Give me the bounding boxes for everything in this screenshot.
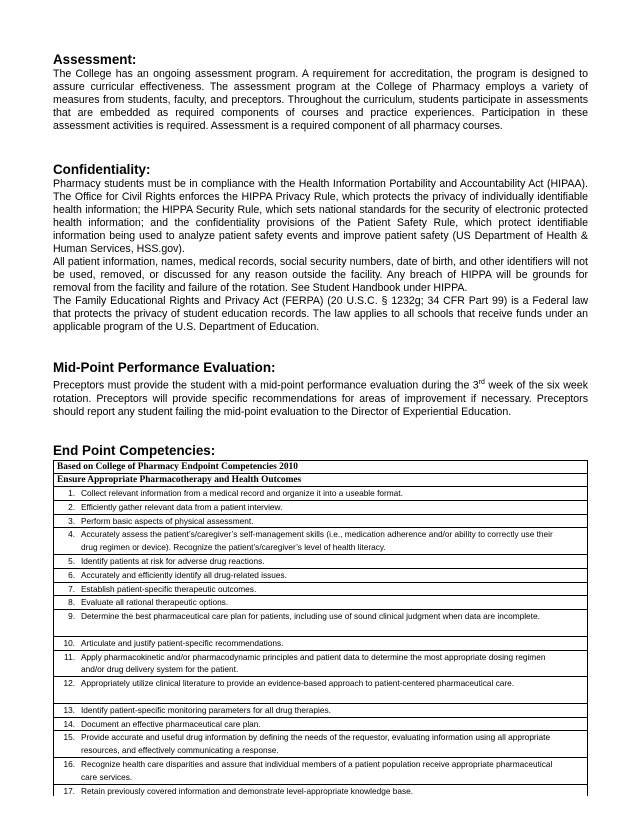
item-text: Retain previously covered information and demonstrate level-appropriate knowledge base. bbox=[81, 785, 414, 796]
item-text: Accurately assess the patient’s/caregiver’s self-management skills (i.e., medication adherence and/or ability to correctly use their drug regimen or device). Recognize the patient’s/caregiver’s level of health literacy. bbox=[81, 529, 553, 552]
confidentiality-paragraph: All patient information, names, medical records, social security numbers, date of birth, and other identifiers will not be used, removed, or discussed for any reason outside the facility. Any breach of HIPPA will be grounds for removal from the facility and failure of the rotation. See Student Handbook under HIPPA. bbox=[53, 256, 588, 294]
table-subheading: Ensure Appropriate Pharmacotherapy and Health Outcomes bbox=[54, 474, 588, 487]
table-row bbox=[54, 487, 588, 501]
item-text: Collect relevant information from a medical record and organize it into a useable format. bbox=[81, 488, 403, 498]
endpoint-heading: End Point Competencies: bbox=[53, 443, 216, 458]
item-text: Articulate and justify patient-specific recommendations. bbox=[81, 637, 284, 648]
confidentiality-heading: Confidentiality: bbox=[53, 162, 151, 177]
item-number: 6. bbox=[68, 569, 75, 580]
item-number: 5. bbox=[68, 555, 75, 566]
ordinal-superscript: rd bbox=[478, 379, 485, 386]
item-text: Determine the best pharmaceutical care plan for patients, including use of sound clinical judgment when data are incomplete. bbox=[81, 611, 540, 622]
table-row bbox=[54, 731, 588, 758]
midpoint-section bbox=[53, 360, 588, 419]
confidentiality-paragraph: Pharmacy students must be in compliance with the Health Information Portability and Accountability Act (HIPAA). The Office for Civil Rights enforces the HIPPA Privacy Rule, which protects the privacy of individually identifiable health information; the HIPPA Security Rule, which sets national standards for the security of electronic protected health information; and the confidentiality provisions of the Patient Safety Rule, which protect identifiable information being used to analyze patient safety events and improve patient safety (US Department of Health & Human Services, HSS.gov). bbox=[53, 178, 588, 255]
assessment-paragraph: The College has an ongoing assessment program. A requirement for accreditation, the program is designed to assure curricular effectiveness. The assessment program at the College of Pharmacy employs a variety of measures from students, faculty, and preceptors. Throughout the curriculum, students participate in assessments that are embedded as required components of courses and practice experiences. Participation in these assessment activities is required. Assessment is a required component of all pharmacy courses. bbox=[53, 68, 588, 132]
item-text: Perform basic aspects of physical assessment. bbox=[81, 515, 254, 526]
assessment-heading: Assessment: bbox=[53, 52, 137, 67]
item-number: 16. bbox=[63, 758, 75, 769]
item-number: 8. bbox=[68, 597, 75, 608]
item-number: 3. bbox=[68, 515, 75, 526]
table-row bbox=[54, 568, 588, 582]
table-title: Based on College of Pharmacy Endpoint Competencies 2010 bbox=[54, 461, 588, 474]
item-text: Document an effective pharmaceutical care plan. bbox=[81, 718, 261, 729]
item-number: 9. bbox=[68, 611, 75, 622]
item-number: 2. bbox=[68, 501, 75, 512]
item-number: 12. bbox=[63, 678, 75, 689]
table-row bbox=[54, 636, 588, 650]
midpoint-text-end: week of the six week rotation. Preceptors will provide specific recommendations for areas of improvement if necessary. Preceptors should report any student failing the mid-point evaluation to the Director of Experiential Education. bbox=[53, 379, 588, 418]
item-text: Apply pharmacokinetic and/or pharmacodynamic principles and patient data to determine the most appropriate dosing regimen and/or drug delivery system for the patient. bbox=[81, 651, 546, 675]
item-number: 11. bbox=[64, 651, 75, 662]
table-row bbox=[54, 650, 588, 677]
item-text: Appropriately utilize clinical literature to provide an evidence-based approach to patient-centered pharmaceutical care. bbox=[81, 678, 515, 689]
table-row bbox=[54, 757, 588, 784]
table-row bbox=[54, 582, 588, 596]
item-number: 10. bbox=[63, 637, 75, 648]
endpoint-section bbox=[53, 443, 588, 459]
item-number: 13. bbox=[63, 704, 75, 715]
midpoint-text-start: Preceptors must provide the student with a mid-point performance evaluation during the 3 bbox=[53, 379, 479, 392]
item-text: Identify patients at risk for adverse drug reactions. bbox=[81, 555, 265, 566]
confidentiality-section bbox=[53, 162, 588, 334]
item-text: Identify patient-specific monitoring parameters for all drug therapies. bbox=[81, 704, 331, 715]
item-number: 1. bbox=[68, 488, 75, 498]
midpoint-heading: Mid-Point Performance Evaluation: bbox=[53, 360, 276, 375]
table-row bbox=[54, 596, 588, 610]
item-number: 4. bbox=[68, 529, 75, 540]
table-row bbox=[54, 703, 588, 717]
confidentiality-paragraph: The Family Educational Rights and Privacy Act (FERPA) (20 U.S.C. § 1232g; 34 CFR Part 99) is a Federal law that protects the privacy of student education records. The law applies to all schools that receive funds under an applicable program of the U.S. Department of Education. bbox=[53, 295, 588, 333]
assessment-section bbox=[53, 52, 588, 133]
item-text: Efficiently gather relevant data from a patient interview. bbox=[81, 501, 283, 512]
item-text: Recognize health care disparities and assure that individual members of a patient population receive appropriate pharmaceutical care services. bbox=[81, 758, 553, 782]
table-row bbox=[54, 717, 588, 731]
table-row bbox=[54, 610, 588, 637]
item-text: Evaluate all rational therapeutic options. bbox=[81, 597, 229, 608]
table-row bbox=[54, 528, 588, 555]
table-row bbox=[54, 784, 588, 796]
item-number: 7. bbox=[68, 583, 75, 594]
midpoint-paragraph bbox=[53, 376, 588, 419]
item-number: 17. bbox=[63, 785, 75, 796]
table-row bbox=[54, 500, 588, 514]
table-row bbox=[54, 514, 588, 528]
table-row bbox=[54, 677, 588, 704]
item-text: Establish patient-specific therapeutic outcomes. bbox=[81, 583, 257, 594]
competencies-table bbox=[53, 460, 588, 796]
item-number: 14. bbox=[63, 718, 75, 729]
item-text: Provide accurate and useful drug information by defining the needs of the requestor, evaluating information using all appropriate resources, and effectively communicating a response. bbox=[81, 732, 551, 755]
table-row bbox=[54, 554, 588, 568]
item-number: 15. bbox=[63, 732, 75, 743]
item-text: Accurately and efficiently identify all drug-related issues. bbox=[81, 569, 287, 580]
